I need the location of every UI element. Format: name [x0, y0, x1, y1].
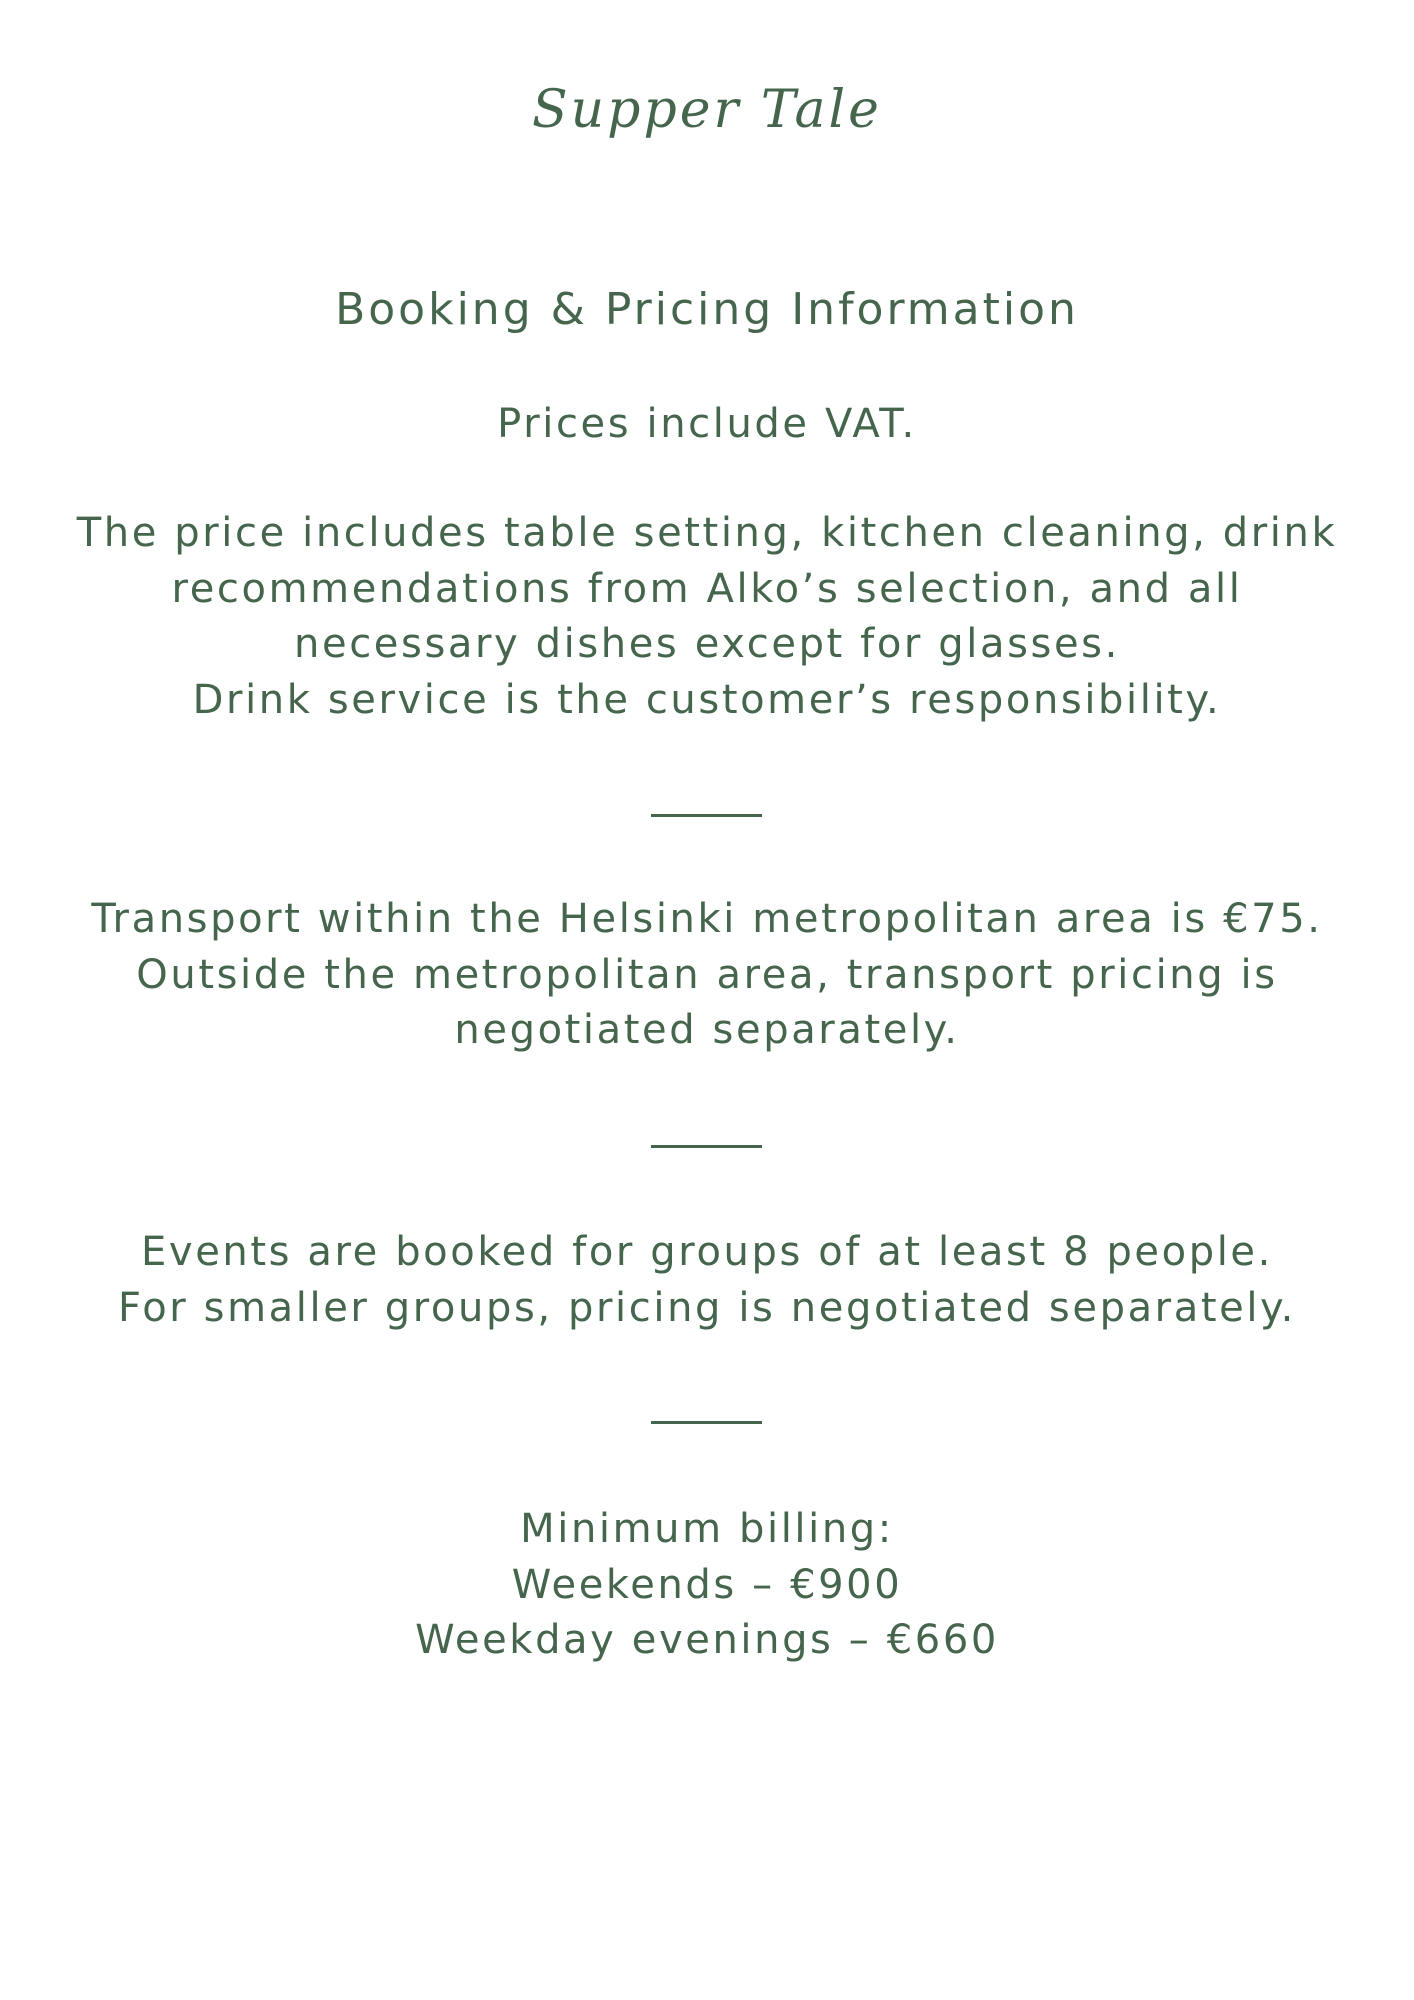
- transport-line: Outside the metropolitan area, transport pricing is: [136, 951, 1278, 998]
- transport-line: negotiated separately.: [454, 1007, 960, 1053]
- group-size-line: Events are booked for groups of at least 8 people.: [141, 1229, 1273, 1275]
- weekday-evening-minimum: Weekday evenings – €660: [415, 1617, 999, 1663]
- price-includes-line: recommendations from Alko’s selection, and all: [171, 565, 1243, 612]
- brand-name: Supper Tale: [532, 80, 882, 140]
- vat-note-text: Prices include VAT.: [497, 401, 917, 447]
- group-size-paragraph: [60, 1225, 1354, 1336]
- price-includes-line: necessary dishes except for glasses.: [294, 621, 1120, 667]
- weekend-minimum: Weekends – €900: [511, 1561, 903, 1608]
- minimum-billing-heading: Minimum billing:: [520, 1506, 894, 1552]
- transport-paragraph: [60, 892, 1354, 1059]
- section-divider: [651, 1145, 762, 1148]
- vat-note: [60, 397, 1354, 453]
- page-title: Booking & Pricing Information: [335, 284, 1079, 335]
- price-includes-line: The price includes table setting, kitchen cleaning, drink: [76, 510, 1338, 556]
- minimum-billing-section: [60, 1502, 1354, 1669]
- group-size-line: For smaller groups, pricing is negotiated separately.: [118, 1284, 1296, 1331]
- price-includes-paragraph: [60, 506, 1354, 728]
- transport-line: Transport within the Helsinki metropolitan area is €75.: [91, 896, 1323, 942]
- section-divider: [651, 814, 762, 817]
- section-divider: [651, 1421, 762, 1424]
- drink-service-line: Drink service is the customer’s responsibility.: [192, 676, 1222, 723]
